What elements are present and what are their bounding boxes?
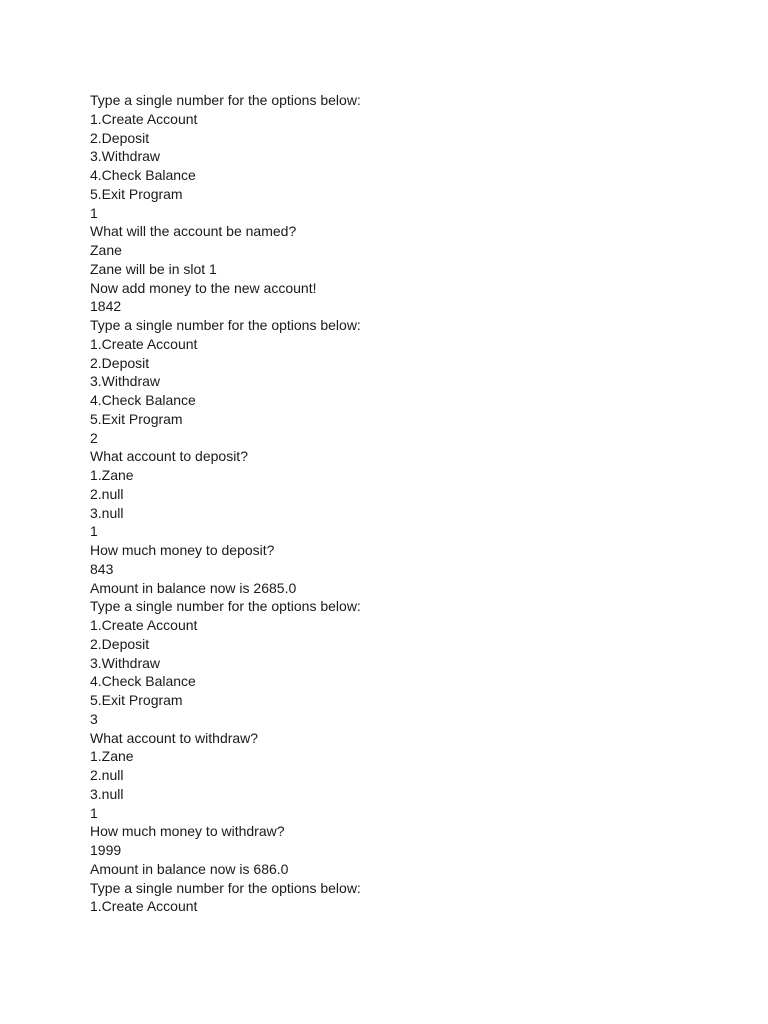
log-line: 5.Exit Program: [90, 692, 183, 708]
log-line: 3.null: [90, 785, 124, 802]
log-line: 1.Create Account: [90, 110, 198, 127]
log-line: 1999: [90, 842, 122, 858]
log-line: 3.Withdraw: [90, 373, 161, 390]
log-line: Zane will be in slot 1: [90, 260, 217, 277]
log-line: 1.Create Account: [90, 898, 198, 915]
log-line: 1: [90, 204, 98, 221]
log-line: 2.null: [90, 485, 124, 502]
log-line: 3.Withdraw: [90, 654, 161, 671]
log-line: 1: [90, 523, 98, 540]
log-line: Type a single number for the options below:: [90, 879, 361, 896]
log-line: What account to withdraw?: [90, 729, 259, 746]
log-line: 1.Zane: [90, 748, 134, 765]
log-line: 2.Deposit: [90, 129, 150, 146]
log-line: Amount in balance now is 2685.0: [90, 579, 297, 596]
log-line: 5.Exit Program: [90, 185, 183, 202]
console-output-log: [90, 91, 690, 916]
log-line: 843: [90, 560, 114, 577]
log-line: 4.Check Balance: [90, 392, 196, 408]
log-line: Type a single number for the options below:: [90, 598, 361, 615]
log-line: 3: [90, 710, 98, 727]
log-line: 1842: [90, 298, 122, 315]
log-line: Type a single number for the options below:: [90, 317, 361, 333]
log-line: 2: [90, 429, 98, 446]
log-line: 4.Check Balance: [90, 167, 196, 183]
log-line: 3.null: [90, 504, 124, 521]
log-line: What will the account be named?: [90, 223, 297, 240]
log-line: 3.Withdraw: [90, 148, 161, 165]
log-line: 4.Check Balance: [90, 673, 196, 690]
log-line: 1.Zane: [90, 467, 134, 483]
log-line: 5.Exit Program: [90, 410, 183, 427]
log-line: 1.Create Account: [90, 335, 198, 352]
log-line: 2.Deposit: [90, 635, 150, 652]
log-line: Now add money to the new account!: [90, 279, 317, 296]
log-line: What account to deposit?: [90, 448, 248, 465]
log-line: 2.Deposit: [90, 354, 150, 371]
log-line: Type a single number for the options below:: [90, 92, 361, 108]
log-line: How much money to withdraw?: [90, 823, 285, 840]
log-line: 1.Create Account: [90, 617, 198, 633]
log-line: Amount in balance now is 686.0: [90, 860, 289, 877]
log-line: 1: [90, 804, 98, 821]
log-line: 2.null: [90, 767, 124, 783]
log-line: How much money to deposit?: [90, 542, 275, 558]
log-line: Zane: [90, 242, 122, 258]
